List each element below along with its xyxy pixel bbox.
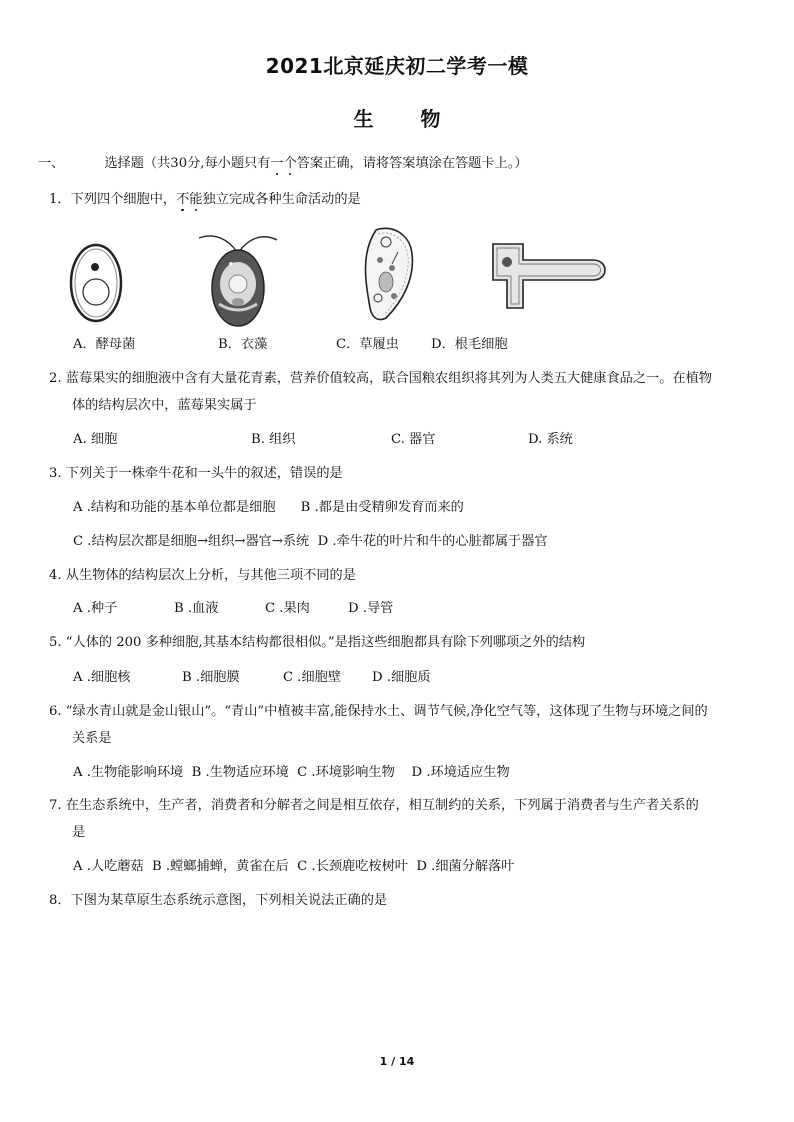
question-5-stem: 5. “人体的 200 多种细胞,其基本结构都很相似。”是指这些细胞都具有除下列哪项之外的结构 (49, 635, 586, 650)
q2-option-a: A. 细胞 (73, 432, 118, 447)
question-2-line-1: 2. 蓝莓果实的细胞液中含有大量花青素，营养价值较高，联合国粮农组织将其列为人类五大健康食品之一。在植物 (49, 371, 712, 386)
q4-option-d: D .导管 (348, 601, 394, 616)
question-2-line-2: 体的结构层次中，蓝莓果实属于 (72, 398, 257, 413)
q1-option-b: B．衣藻 (218, 337, 268, 352)
q3-options-row-1: A .结构和功能的基本单位都是细胞 B .都是由受精卵发育而来的 (73, 500, 464, 515)
q1-stem-emphasis: 不能 (176, 192, 203, 207)
paramecium-figure (358, 224, 418, 324)
q2-option-b: B. 组织 (251, 432, 296, 447)
question-6-line-2: 关系是 (72, 731, 112, 746)
q5-option-a: A .细胞核 (73, 670, 131, 685)
q5-option-b: B .细胞膜 (182, 670, 240, 685)
question-6-line-1: 6. “绿水青山就是金山银山”。“青山”中植被丰富,能保持水土、调节气候,净化空气等，这体现了生物与环境之间的 (49, 704, 708, 719)
q5-option-c: C .细胞壁 (283, 670, 342, 685)
question-1-stem (49, 191, 361, 209)
q3-options-row-2: C .结构层次都是细胞→组织→器官→系统 D .牵牛花的叶片和牛的心脏都属于器官 (73, 534, 548, 549)
question-8-stem: 8．下图为某草原生态系统示意图，下列相关说法正确的是 (49, 893, 388, 908)
q1-option-c: C．草履虫 (336, 337, 399, 352)
q4-option-b: B .血液 (174, 601, 219, 616)
section-number: 一、 (38, 156, 65, 171)
yeast-cell-figure (66, 238, 126, 328)
subject-title: 生 物 (353, 107, 441, 131)
q5-option-d: D .细胞质 (372, 670, 431, 685)
q7-options-row: A .人吃蘑菇 B .螳螂捕蝉，黄雀在后 C .长颈鹿吃桉树叶 D .细菌分解落叶 (73, 859, 515, 874)
chlamydomonas-figure (193, 218, 283, 333)
q4-option-a: A .种子 (73, 601, 118, 616)
q2-option-d: D. 系统 (528, 432, 573, 447)
q2-option-c: C. 器官 (391, 432, 436, 447)
root-hair-cell-figure (485, 238, 615, 313)
q6-options-row: A .生物能影响环境 B .生物适应环境 C .环境影响生物 D .环境适应生物 (73, 765, 510, 780)
page-title: 2021北京延庆初二学考一模 (265, 54, 529, 78)
question-3-stem: 3. 下列关于一株牵牛花和一头牛的叙述，错误的是 (49, 466, 343, 481)
q1-option-a: A．酵母菌 (73, 337, 136, 352)
section-header (38, 155, 528, 173)
question-7-line-1: 7. 在生态系统中，生产者，消费者和分解者之间是相互依存，相互制约的关系，下列属于消费者与生产者关系的 (49, 798, 699, 813)
q1-stem-before: 1．下列四个细胞中， (49, 192, 177, 207)
q4-option-c: C .果肉 (265, 601, 310, 616)
question-7-line-2: 是 (72, 825, 86, 840)
page-number: 1 / 14 (379, 1055, 415, 1068)
question-4-stem: 4. 从生物体的结构层次上分析，与其他三项不同的是 (49, 568, 356, 583)
q1-stem-after: 独立完成各种生命活动的是 (202, 192, 361, 207)
q1-option-d: D．根毛细胞 (431, 337, 508, 352)
section-instruction: 选择题（共30分,每小题只有一个答案正确，请将答案填涂在答题卡上。） (104, 156, 528, 171)
